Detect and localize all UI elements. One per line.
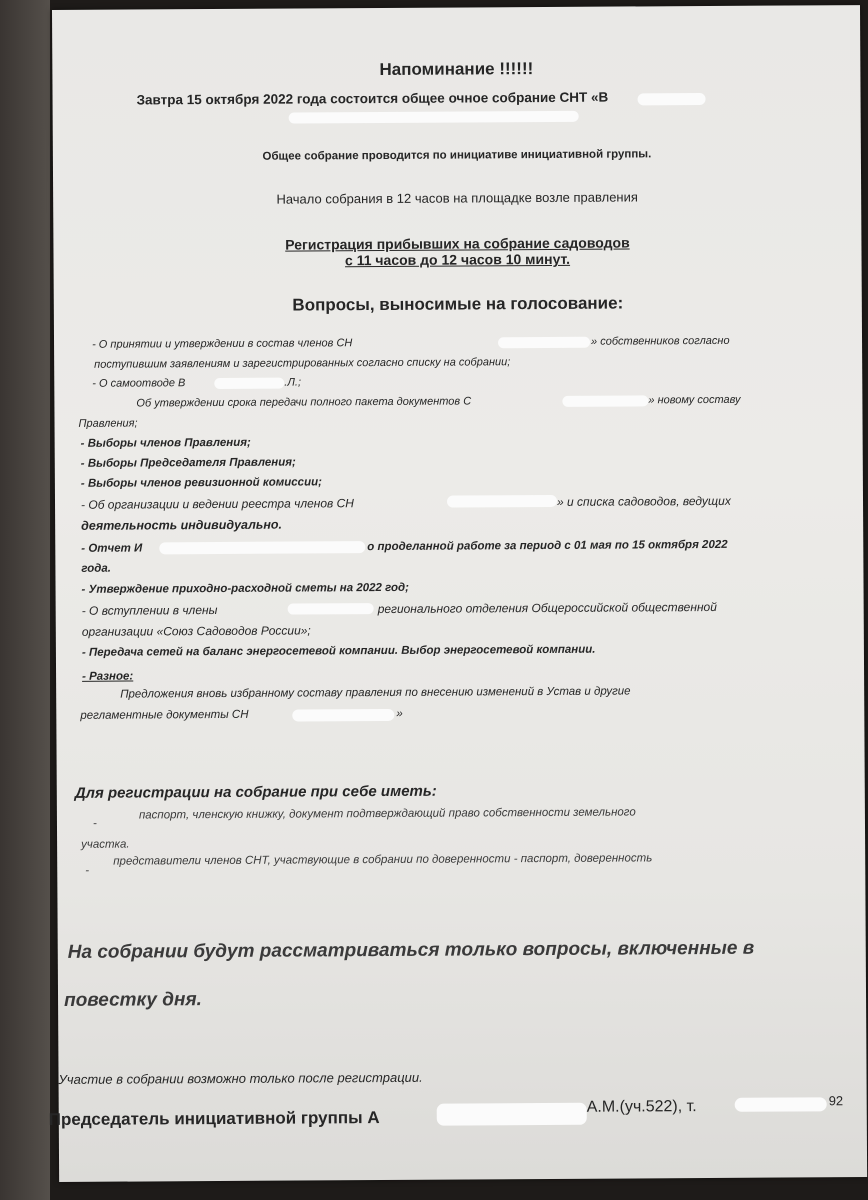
agenda-item: Предложения вновь избранному составу правления по внесению изменений в Устав и другие: [120, 685, 631, 701]
agenda-item: года.: [81, 562, 112, 575]
agenda-item: - Разное:: [82, 670, 134, 683]
agenda-item: - Об организации и ведении реестра членов СН: [80, 496, 354, 512]
chair-details: А.М.(уч.522), т.: [586, 1098, 697, 1116]
paper-sheet: [48, 5, 867, 1182]
agenda-item: - Утверждение приходно-расходной сметы на 2022 год;: [81, 581, 409, 596]
agenda-item: - Выборы Председателя Правления;: [80, 456, 296, 470]
questions-heading: Вопросы, выносимые на голосование:: [292, 293, 624, 315]
background-edge: [0, 0, 50, 1200]
agenda-item: » новому составу: [648, 393, 741, 407]
start-time: Начало собрания в 12 часов на площадке возле правления: [276, 189, 638, 207]
redaction-mark: [214, 378, 284, 389]
agenda-item: Правления;: [78, 417, 138, 430]
initiative-note: Общее собрание проводится по инициативе инициативной группы.: [262, 148, 652, 163]
redaction-mark: [292, 709, 394, 722]
agenda-item: .Л.;: [284, 376, 302, 389]
agenda-warning-line-1: На собрании будут рассматриваться только вопросы, включенные в: [67, 937, 755, 963]
redaction-mark: [159, 541, 365, 554]
agenda-item: - Выборы членов ревизионной комиссии;: [80, 476, 322, 490]
agenda-warning-line-2: повестку дня.: [63, 989, 202, 1011]
agenda-item: - О самоотводе В: [92, 377, 186, 390]
agenda-item: поступившим заявлениям и зарегистрированных согласно списку на собрании;: [94, 356, 511, 371]
redaction-mark: [498, 337, 590, 349]
notice-subtitle: Завтра 15 октября 2022 года состоится общее очное собрание СНТ «В: [136, 89, 609, 108]
agenda-item: о проделанной работе за период с 01 мая по 15 октября 2022: [367, 538, 728, 554]
redaction-mark: [735, 1097, 827, 1112]
registration-line-2: с 11 часов до 12 часов 10 минут.: [344, 250, 571, 269]
agenda-item: »: [396, 707, 403, 720]
chair-label: Председатель инициативной группы А: [48, 1108, 380, 1130]
agenda-item: - О принятии и утверждении в состав членов СН: [92, 337, 353, 351]
agenda-item: » собственников согласно: [590, 334, 730, 348]
phone-fragment: 92: [828, 1093, 844, 1109]
participation-note: Участие в собрании возможно только после регистрации.: [58, 1069, 423, 1087]
notice-title: Напоминание !!!!!!: [379, 59, 534, 80]
redaction-mark: [447, 495, 557, 508]
registration-time: [53, 233, 861, 270]
agenda-item: организации «Союз Садоводов России»;: [81, 623, 311, 639]
registration-line-1: Регистрация прибывших на собрание садоводов: [285, 234, 630, 253]
documents-line: участка.: [81, 838, 130, 851]
documents-line: представители членов СНТ, участвующие в собрании по доверенности - паспорт, доверенность: [113, 852, 653, 868]
agenda-item: регламентные документы СН: [80, 708, 249, 722]
redaction-mark: [288, 603, 374, 615]
agenda-item: - О вступлении в члены: [81, 603, 218, 618]
agenda-item: - Отчет И: [81, 542, 143, 555]
agenda-item: регионального отделения Общероссийской общественной: [377, 599, 717, 617]
agenda-item: » и списка садоводов, ведущих: [556, 493, 731, 509]
documents-heading: Для регистрации на собрание при себе иметь:: [74, 782, 437, 802]
documents-dash: -: [85, 864, 90, 877]
documents-line: паспорт, членскую книжку, документ подтверждающий право собственности земельного: [138, 806, 636, 822]
agenda-item: - Выборы членов Правления;: [80, 436, 251, 450]
agenda-item: - Передача сетей на баланс энергосетевой компании. Выбор энергосетевой компании.: [81, 643, 596, 659]
redaction-mark: [562, 395, 648, 407]
redaction-mark: [638, 93, 706, 105]
documents-dash: -: [92, 817, 97, 830]
agenda-item: Об утверждении срока передачи полного пакета документов С: [136, 395, 472, 410]
redaction-mark: [437, 1103, 587, 1126]
redaction-mark: [289, 111, 579, 124]
agenda-item: деятельность индивидуально.: [81, 517, 283, 533]
